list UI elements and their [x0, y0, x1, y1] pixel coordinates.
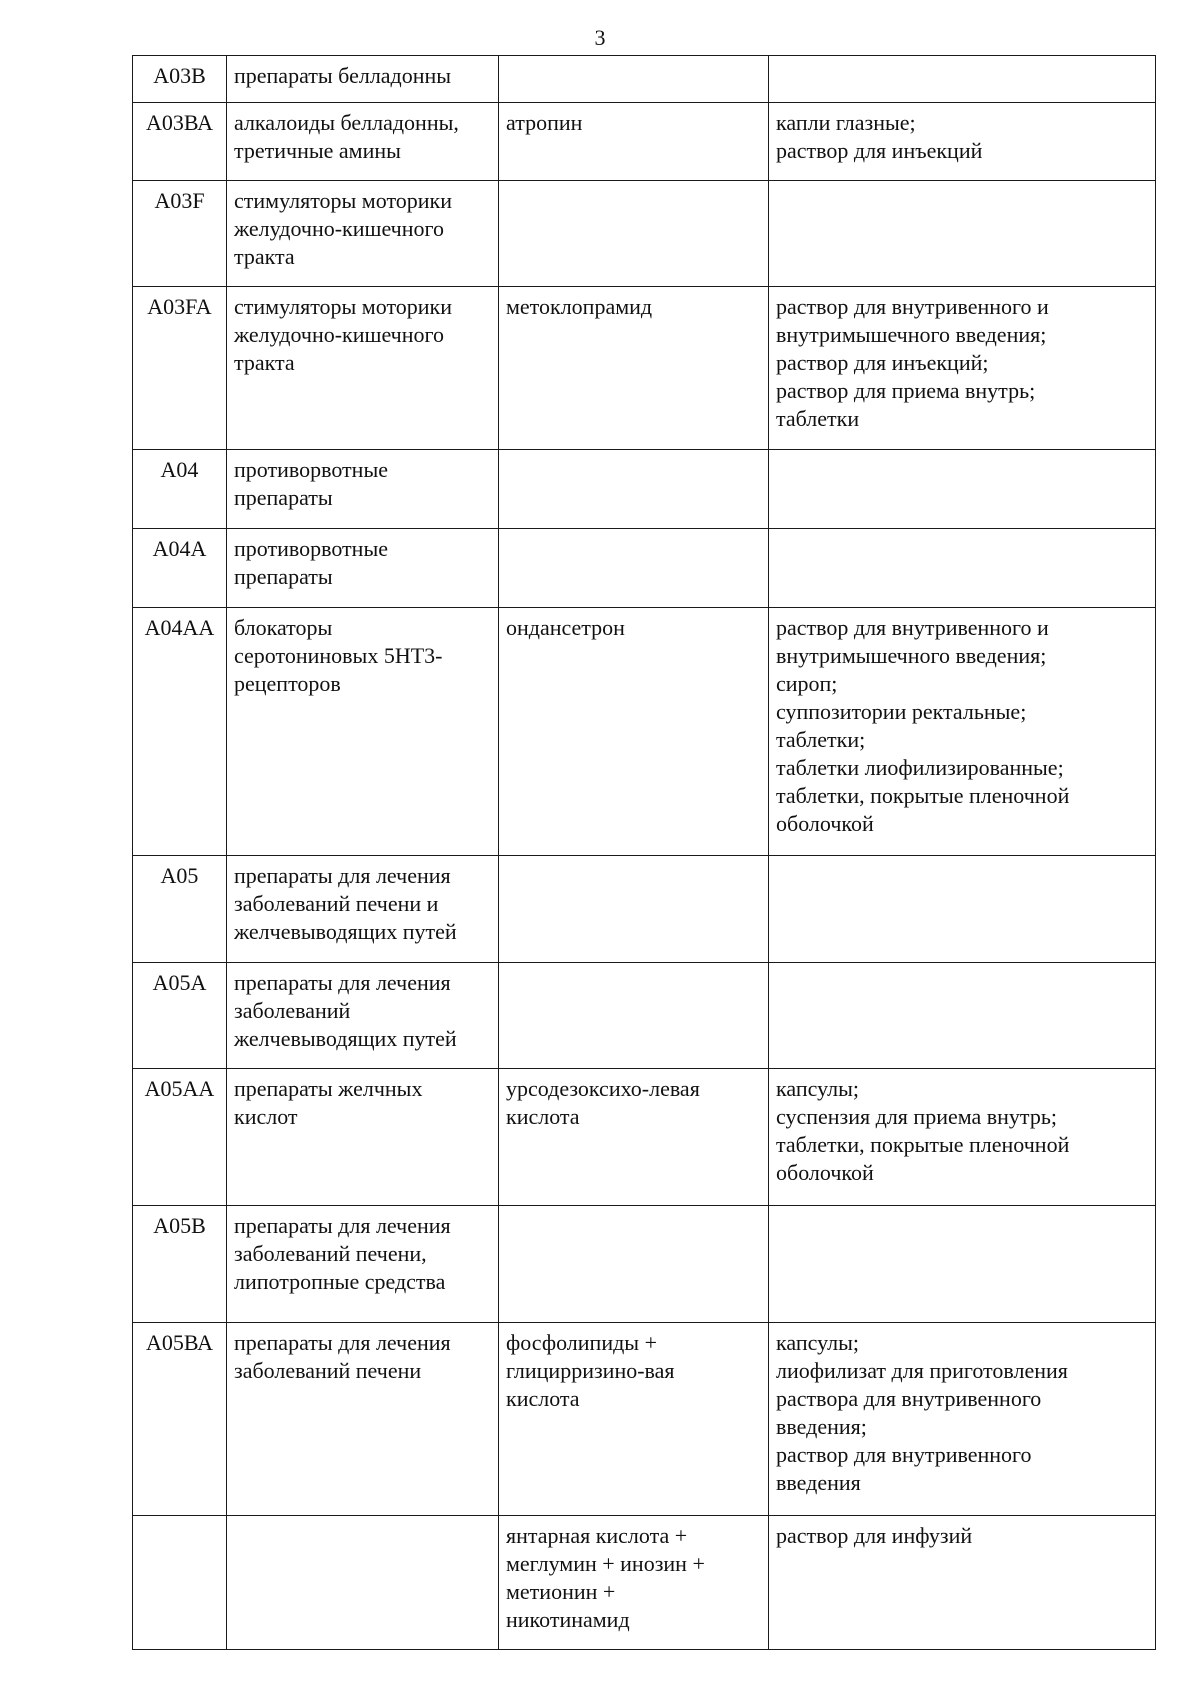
group-name-cell: препараты для лечения заболеваний печени и желчевыводящих путей: [227, 856, 499, 963]
dosage-forms-cell: капли глазные; раствор для инъекций: [769, 103, 1156, 181]
atc-code-cell: А05А: [133, 963, 227, 1069]
dosage-forms-cell: [769, 529, 1156, 608]
table-row: [133, 181, 1156, 287]
dosage-forms-cell: [769, 1206, 1156, 1323]
atc-code-cell: [133, 1516, 227, 1650]
table-row: [133, 450, 1156, 529]
drug-name-cell: [499, 529, 769, 608]
group-name-cell: стимуляторы моторики желудочно-кишечного тракта: [227, 181, 499, 287]
group-name-cell: стимуляторы моторики желудочно-кишечного тракта: [227, 287, 499, 450]
table-row: [133, 856, 1156, 963]
table-row: [133, 963, 1156, 1069]
group-name-cell: препараты для лечения заболеваний печени: [227, 1323, 499, 1516]
dosage-forms-cell: [769, 56, 1156, 103]
drug-name-cell: метоклопрамид: [499, 287, 769, 450]
group-name-cell: препараты для лечения заболеваний желчевыводящих путей: [227, 963, 499, 1069]
atc-code-cell: А03ВА: [133, 103, 227, 181]
table-row: [133, 608, 1156, 856]
group-name-cell: блокаторы серотониновых 5НТ3- рецепторов: [227, 608, 499, 856]
atc-code-cell: А04А: [133, 529, 227, 608]
dosage-forms-cell: раствор для инфузий: [769, 1516, 1156, 1650]
dosage-forms-cell: капсулы; суспензия для приема внутрь; таблетки, покрытые пленочной оболочкой: [769, 1069, 1156, 1206]
dosage-forms-cell: [769, 181, 1156, 287]
table-row: [133, 1206, 1156, 1323]
drug-name-cell: [499, 56, 769, 103]
atc-code-cell: А05: [133, 856, 227, 963]
atc-code-cell: A03F: [133, 181, 227, 287]
table-row: [133, 103, 1156, 181]
group-name-cell: [227, 1516, 499, 1650]
group-name-cell: препараты для лечения заболеваний печени, липотропные средства: [227, 1206, 499, 1323]
atc-code-cell: А05АА: [133, 1069, 227, 1206]
table-row: [133, 287, 1156, 450]
drug-classification-table: [132, 55, 1156, 1650]
drug-name-cell: [499, 1206, 769, 1323]
atc-code-cell: А04АА: [133, 608, 227, 856]
drug-name-cell: ондансетрон: [499, 608, 769, 856]
drug-name-cell: янтарная кислота + меглумин + инозин + метионин + никотинамид: [499, 1516, 769, 1650]
atc-code-cell: A03FA: [133, 287, 227, 450]
drug-name-cell: [499, 181, 769, 287]
dosage-forms-cell: [769, 963, 1156, 1069]
group-name-cell: противорвотные препараты: [227, 529, 499, 608]
atc-code-cell: А05ВА: [133, 1323, 227, 1516]
table-row: [133, 1069, 1156, 1206]
dosage-forms-cell: раствор для внутривенного и внутримышечного введения; сироп; суппозитории ректальные; таблетки; таблетки лиофилизированные; таблетки, покрытые пленочной оболочкой: [769, 608, 1156, 856]
page-number: 3: [594, 25, 606, 50]
atc-code-cell: А04: [133, 450, 227, 529]
atc-code-cell: А03В: [133, 56, 227, 103]
group-name-cell: препараты белладонны: [227, 56, 499, 103]
group-name-cell: алкалоиды белладонны, третичные амины: [227, 103, 499, 181]
table-row: [133, 1516, 1156, 1650]
table-row: [133, 56, 1156, 103]
drug-name-cell: [499, 450, 769, 529]
atc-code-cell: А05В: [133, 1206, 227, 1323]
table-row: [133, 529, 1156, 608]
drug-name-cell: урсодезоксихо-левая кислота: [499, 1069, 769, 1206]
group-name-cell: препараты желчных кислот: [227, 1069, 499, 1206]
dosage-forms-cell: [769, 856, 1156, 963]
drug-name-cell: атропин: [499, 103, 769, 181]
table-row: [133, 1323, 1156, 1516]
dosage-forms-cell: раствор для внутривенного и внутримышечного введения; раствор для инъекций; раствор для приема внутрь; таблетки: [769, 287, 1156, 450]
drug-name-cell: фосфолипиды + глицирризино-вая кислота: [499, 1323, 769, 1516]
group-name-cell: противорвотные препараты: [227, 450, 499, 529]
drug-name-cell: [499, 963, 769, 1069]
drug-name-cell: [499, 856, 769, 963]
dosage-forms-cell: капсулы; лиофилизат для приготовления раствора для внутривенного введения; раствор для внутривенного введения: [769, 1323, 1156, 1516]
dosage-forms-cell: [769, 450, 1156, 529]
